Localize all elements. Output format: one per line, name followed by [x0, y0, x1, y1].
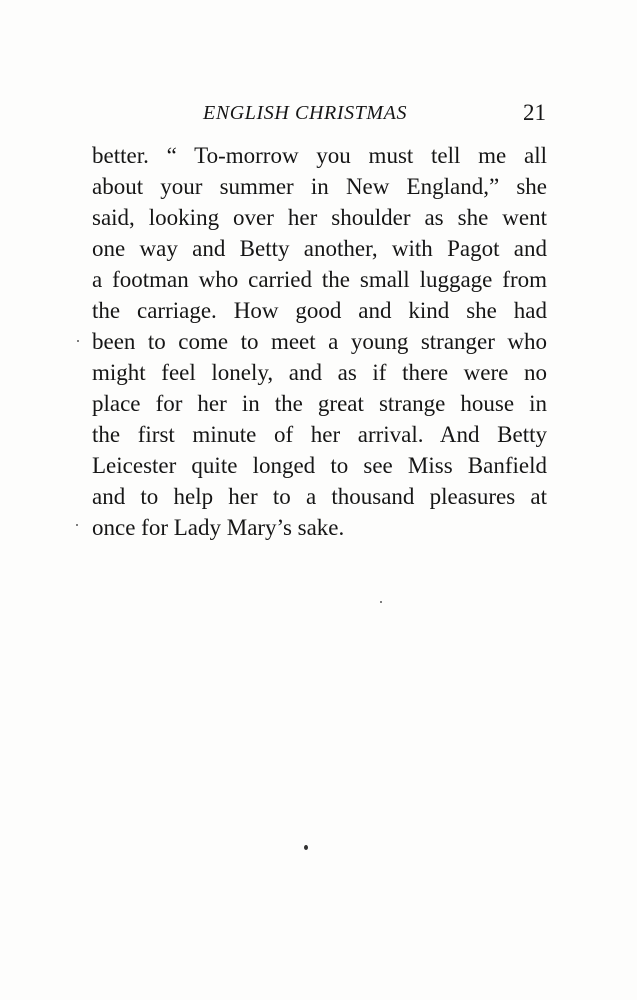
text-line: a footman who carried the small luggage from [92, 267, 547, 292]
text-line: might feel lonely, and as if there were no [92, 360, 547, 385]
paper-speck [304, 845, 308, 850]
text-line: the carriage. How good and kind she had [92, 298, 547, 323]
text-line: the first minute of her arrival. And Betty [92, 422, 547, 447]
text-line: and to help her to a thousand pleasures at [92, 484, 547, 509]
running-head [90, 97, 548, 129]
body-paragraph [92, 140, 547, 543]
running-title: ENGLISH CHRISTMAS [203, 102, 408, 124]
text-line: one way and Betty another, with Pagot and [92, 236, 547, 261]
paper-speck [77, 340, 79, 342]
text-line: said, looking over her shoulder as she went [92, 205, 547, 230]
paper-speck [380, 601, 382, 603]
text-line: better. “ To-morrow you must tell me all [92, 143, 547, 168]
text-line: place for her in the great strange house in [92, 391, 547, 416]
text-line: about your summer in New England,” she [92, 174, 547, 199]
page-number: 21 [523, 100, 546, 125]
paper-speck [76, 524, 78, 526]
text-line: Leicester quite longed to see Miss Banfield [92, 453, 547, 478]
text-line: been to come to meet a young stranger who [92, 329, 547, 354]
text-line-last: once for Lady Mary’s sake. [92, 515, 345, 540]
